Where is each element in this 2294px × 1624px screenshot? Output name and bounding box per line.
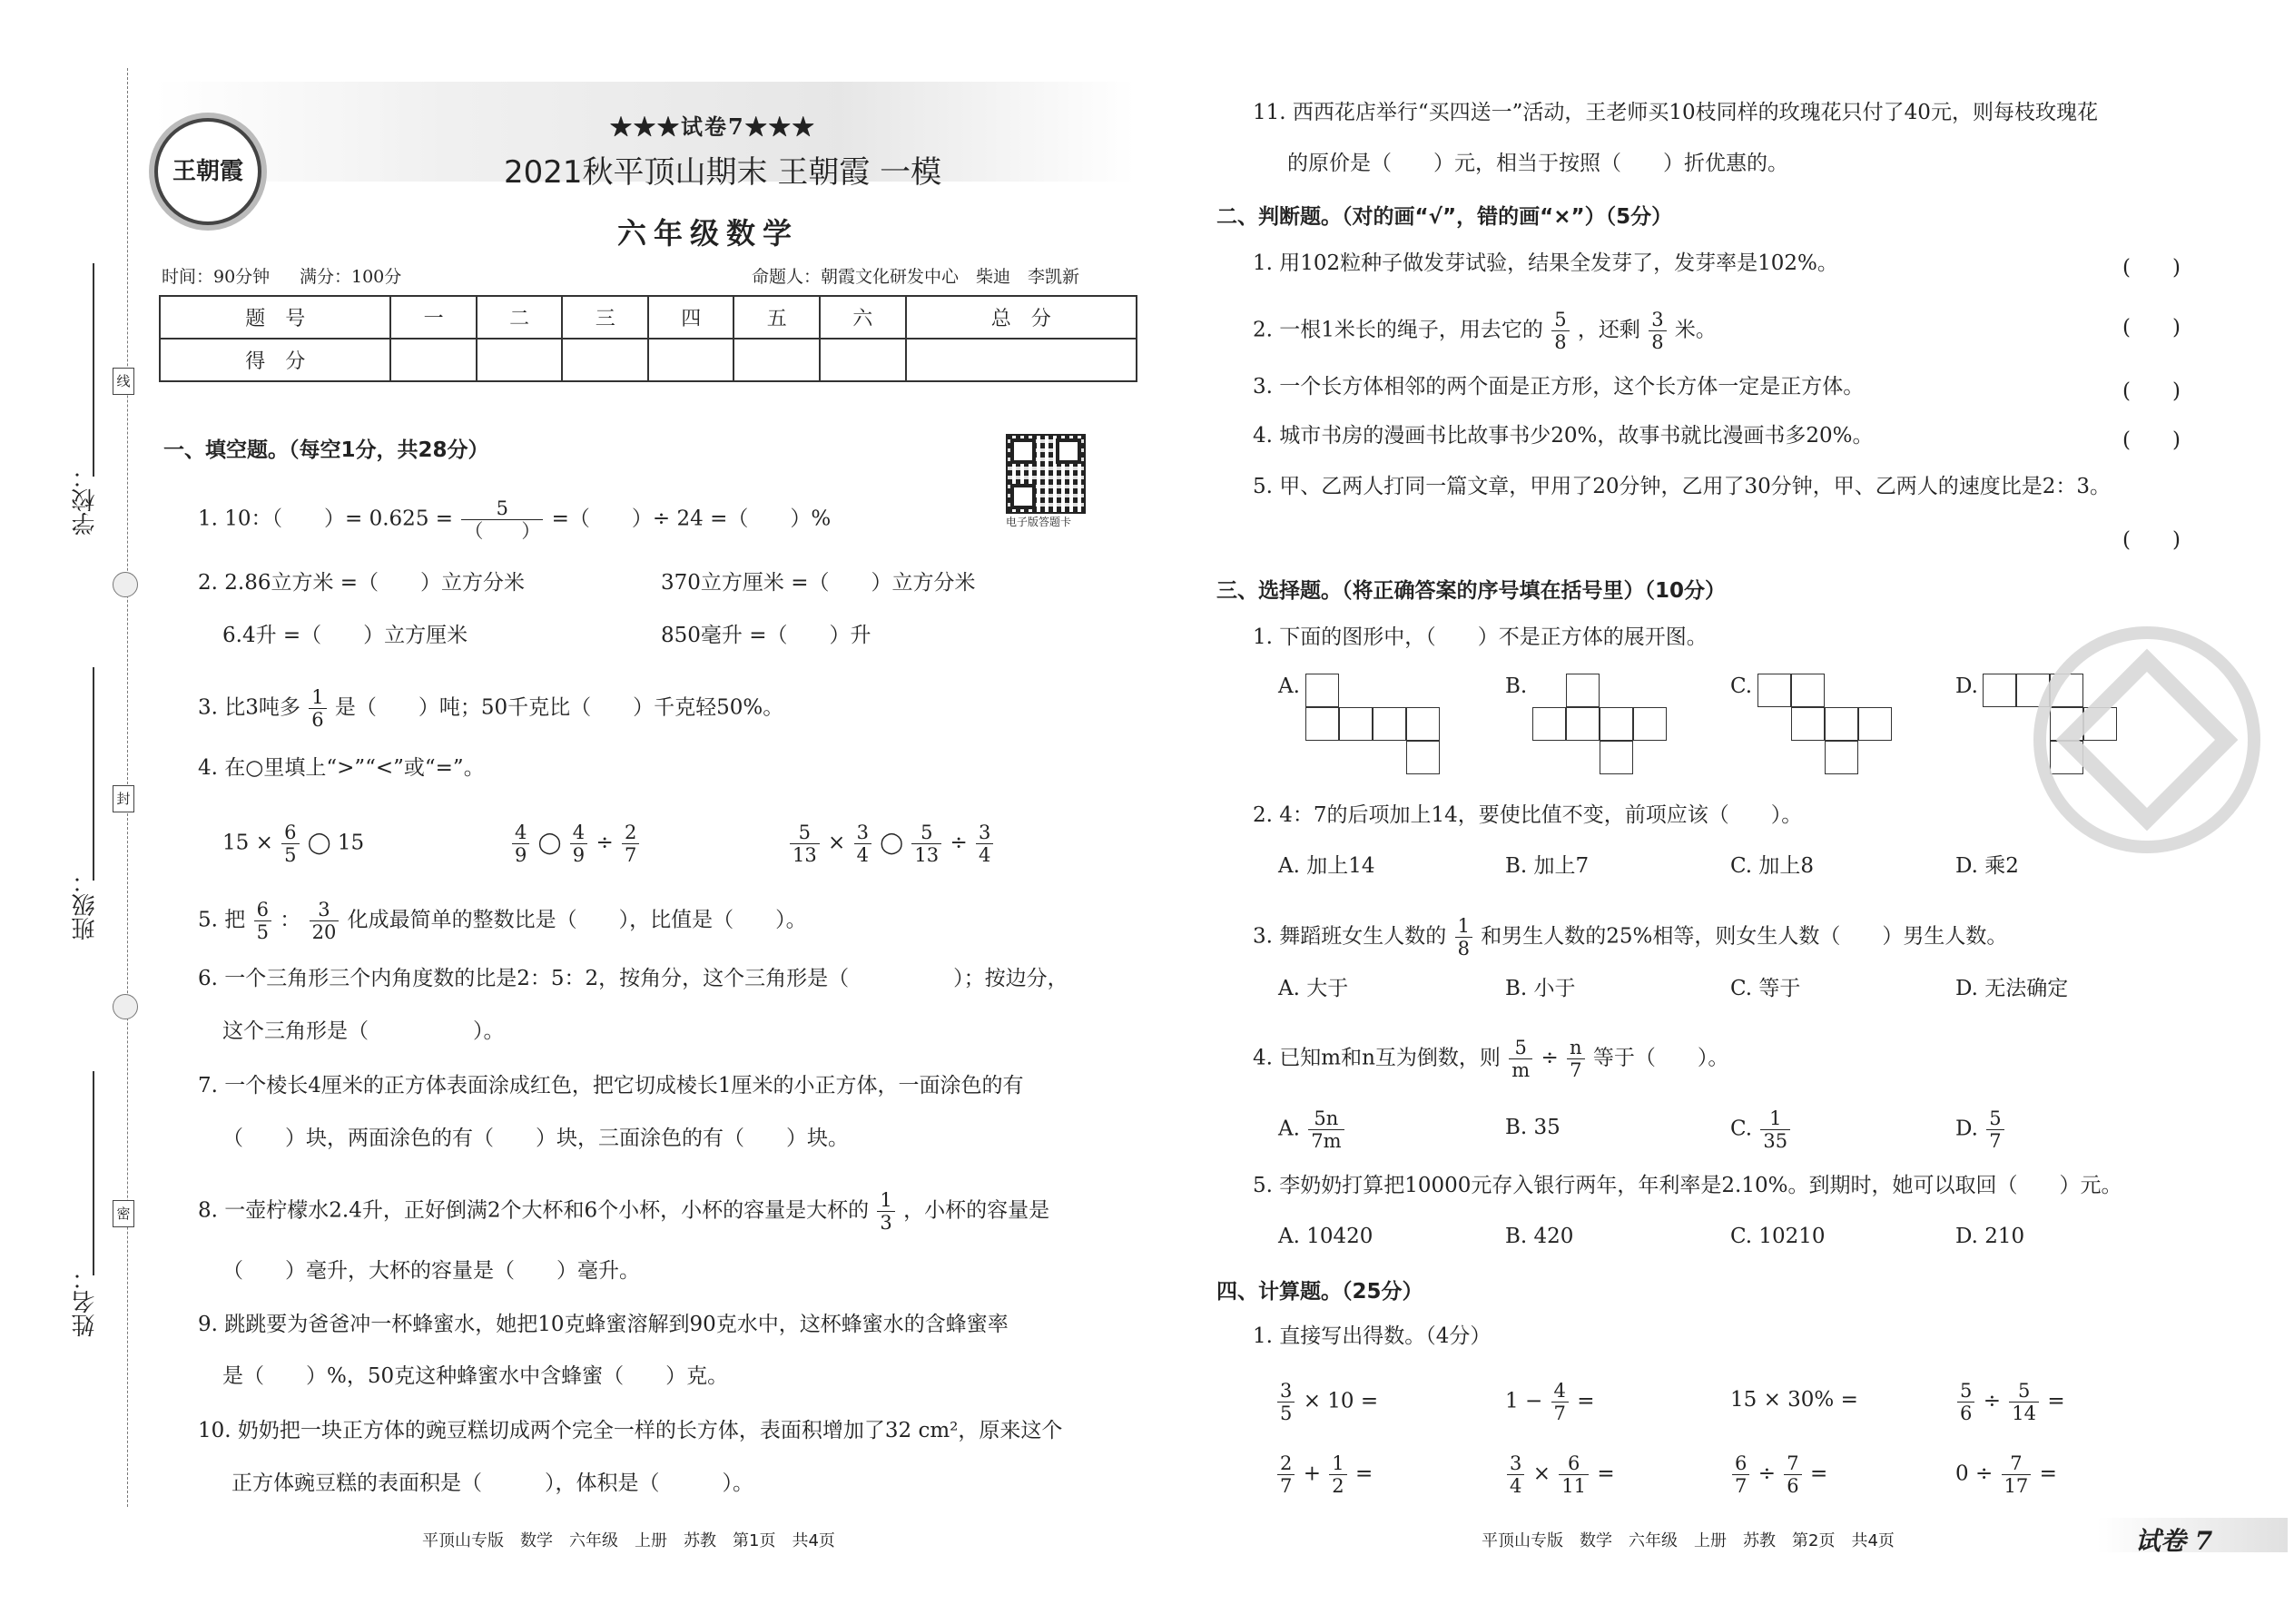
fraction: $\frac{5}{( )}$ bbox=[461, 497, 543, 542]
s3-question-2: 2. 4：7的后项加上14，要使比值不变，前项应该（ ）。 bbox=[1253, 803, 1803, 827]
calc-item[interactable]: $\frac{3}{5}$ × 10 = bbox=[1275, 1380, 1378, 1424]
s1-question-5: 5. 把 $\frac{6}{5}$ ： $\frac{3}{20}$ 化成最简单的整数比是（ ），比值是（ ）。 bbox=[198, 899, 807, 943]
score-table bbox=[159, 295, 1137, 382]
fraction: $\frac{2}{7}$ bbox=[622, 822, 639, 866]
option-d[interactable]: D. 210 bbox=[1955, 1225, 2025, 1248]
calc-item[interactable]: $\frac{5}{6}$ ÷ $\frac{5}{14}$ = bbox=[1955, 1380, 2065, 1424]
option-a-label: A. bbox=[1278, 674, 1300, 698]
fraction: $\frac{5n}{7m}$ bbox=[1308, 1107, 1344, 1152]
calc-item[interactable]: 0 ÷ $\frac{7}{17}$ = bbox=[1955, 1452, 2057, 1497]
option-c[interactable]: C. $\frac{1}{35}$ bbox=[1730, 1107, 1792, 1152]
s1-question-4: 4. 在○里填上“>”“<”或“=”。 bbox=[198, 756, 485, 780]
fraction: $\frac{3}{5}$ bbox=[1277, 1380, 1295, 1424]
s1-question-7b: （ ）块，两面涂色的有（ ）块，三面涂色的有（ ）块。 bbox=[222, 1127, 849, 1150]
fraction: $\frac{3}{4}$ bbox=[976, 822, 993, 866]
score-input-cell[interactable] bbox=[906, 339, 1137, 381]
s1-question-9b: 是（ ）%，50克这种蜂蜜水中含蜂蜜（ ）克。 bbox=[222, 1364, 729, 1388]
option-d[interactable]: D. 乘2 bbox=[1955, 854, 2019, 878]
fraction: $\frac{5}{8}$ bbox=[1551, 309, 1569, 353]
option-b[interactable]: B. 小于 bbox=[1505, 977, 1576, 1000]
fraction: $\frac{1}{2}$ bbox=[1329, 1452, 1346, 1497]
class-fill-line bbox=[93, 667, 94, 881]
calc-item[interactable]: 15 × 30% = bbox=[1730, 1388, 1858, 1412]
footer-right: 平顶山专版 数学 六年级 上册 苏教 第2页 共4页 bbox=[1482, 1531, 1895, 1550]
fraction: $\frac{6}{11}$ bbox=[1559, 1452, 1589, 1497]
fraction: $\frac{1}{6}$ bbox=[309, 686, 326, 731]
answer-paren[interactable]: ( ) bbox=[2122, 528, 2181, 552]
exam-authors: 命题人：朝霞文化研发中心 柴迪 李凯新 bbox=[752, 267, 1080, 287]
option-d[interactable]: D. 无法确定 bbox=[1955, 977, 2069, 1000]
fraction: $\frac{7}{17}$ bbox=[2002, 1452, 2032, 1497]
fraction: $\frac{5}{7}$ bbox=[1986, 1107, 2004, 1152]
s1-question-4c: $\frac{5}{13}$ × $\frac{3}{4}$ ◯ $\frac{5}{13}$ ÷ $\frac{3}{4}$ bbox=[788, 822, 995, 866]
fraction: $\frac{6}{7}$ bbox=[1732, 1452, 1749, 1497]
fraction: $\frac{3}{4}$ bbox=[1507, 1452, 1524, 1497]
score-cell: 三 bbox=[562, 296, 648, 339]
fraction: $\frac{6}{5}$ bbox=[281, 822, 299, 866]
brand-logo-text: 王朝霞 bbox=[172, 158, 243, 185]
fraction: $\frac{4}{7}$ bbox=[1551, 1380, 1569, 1424]
answer-paren[interactable]: ( ) bbox=[2122, 316, 2181, 340]
name-fill-line bbox=[93, 1071, 94, 1275]
s3-question-1: 1. 下面的图形中，（ ）不是正方体的展开图。 bbox=[1253, 625, 1708, 649]
s1-question-11b: 的原价是（ ）元，相当于按照（ ）折优惠的。 bbox=[1287, 152, 1788, 175]
option-a[interactable]: A. $\frac{5n}{7m}$ bbox=[1278, 1107, 1346, 1152]
fraction: $\frac{5}{13}$ bbox=[790, 822, 820, 866]
score-cell: 四 bbox=[648, 296, 734, 339]
footer-left: 平顶山专版 数学 六年级 上册 苏教 第1页 共4页 bbox=[422, 1531, 835, 1550]
fraction: $\frac{3}{8}$ bbox=[1649, 309, 1666, 353]
option-b[interactable]: B. 加上7 bbox=[1505, 854, 1590, 878]
binding-hole-icon bbox=[113, 994, 138, 1019]
score-input-cell[interactable] bbox=[733, 339, 820, 381]
fraction: $\frac{4}{9}$ bbox=[570, 822, 587, 866]
name-label: 姓名： bbox=[72, 1266, 99, 1337]
s1-question-2c: 6.4升 =（ ）立方厘米 bbox=[222, 624, 468, 647]
calc-item[interactable]: $\frac{3}{4}$ × $\frac{6}{11}$ = bbox=[1505, 1452, 1615, 1497]
s1-question-11a: 11. 西西花店举行“买四送一”活动，王老师买10枝同样的玫瑰花只付了40元，则每枝玫瑰花 bbox=[1253, 101, 2098, 124]
score-cell: 五 bbox=[733, 296, 820, 339]
fraction: $\frac{5}{m}$ bbox=[1509, 1037, 1532, 1081]
s2-question-3: 3. 一个长方体相邻的两个面是正方形，这个长方体一定是正方体。 bbox=[1253, 375, 1865, 399]
school-fill-line bbox=[93, 263, 94, 477]
qr-caption: 电子版答题卡 bbox=[1006, 516, 1072, 528]
s1-question-3: 3. 比3吨多 $\frac{1}{6}$ 是（ ）吨；50千克比（ ）千克轻50%。 bbox=[198, 686, 784, 731]
s1-question-8a: 8. 一壶柠檬水2.4升，正好倒满2个大杯和6个小杯，小杯的容量是大杯的 $\frac{1}{3}$ ，小杯的容量是 bbox=[198, 1189, 1050, 1234]
secret-seal-watermark-icon bbox=[2033, 626, 2260, 853]
s1-question-2d: 850毫升 =（ ）升 bbox=[661, 624, 871, 647]
fraction: $\frac{2}{7}$ bbox=[1277, 1452, 1295, 1497]
option-a[interactable]: A. 大于 bbox=[1278, 977, 1349, 1000]
option-c-label: C. bbox=[1730, 674, 1753, 698]
calc-item[interactable]: $\frac{6}{7}$ ÷ $\frac{7}{6}$ = bbox=[1730, 1452, 1827, 1497]
s1-question-10b: 正方体豌豆糕的表面积是（ ），体积是（ ）。 bbox=[231, 1471, 753, 1495]
option-b[interactable]: B. 420 bbox=[1505, 1225, 1574, 1248]
option-c[interactable]: C. 10210 bbox=[1730, 1225, 1826, 1248]
option-c[interactable]: C. 等于 bbox=[1730, 977, 1801, 1000]
section-1-title: 一、填空题。（每空1分，共28分） bbox=[163, 438, 489, 462]
fraction: $\frac{1}{35}$ bbox=[1760, 1107, 1790, 1152]
score-cell: 六 bbox=[820, 296, 906, 339]
s3-question-4: 4. 已知m和n互为倒数，则 $\frac{5}{m}$ ÷ $\frac{n}{7}$ 等于（ ）。 bbox=[1253, 1037, 1729, 1081]
s1-question-2b: 370立方厘米 =（ ）立方分米 bbox=[661, 571, 976, 595]
score-cell: 二 bbox=[477, 296, 563, 339]
fraction: $\frac{7}{6}$ bbox=[1784, 1452, 1801, 1497]
subject-title: 六年级数学 bbox=[617, 216, 800, 251]
s3-question-3: 3. 舞蹈班女生人数的 $\frac{1}{8}$ 和男生人数的25%相等，则女生人数（ ）男生人数。 bbox=[1253, 915, 2008, 960]
exam-number-stars: ★★★试卷7★★★ bbox=[610, 113, 816, 140]
option-d-label: D. bbox=[1955, 674, 1978, 698]
s1-question-6a: 6. 一个三角形三个内角度数的比是2：5：2，按角分，这个三角形是（ ）；按边分， bbox=[198, 967, 1068, 990]
score-cell: 题 号 bbox=[160, 296, 390, 339]
score-input-cell[interactable] bbox=[477, 339, 563, 381]
answer-paren[interactable]: ( ) bbox=[2122, 256, 2181, 280]
s1-question-2a: 2. 2.86立方米 =（ ）立方分米 bbox=[198, 571, 526, 595]
seal-mark-secret: 密 bbox=[113, 1200, 134, 1227]
calc-item[interactable]: $\frac{2}{7}$ + $\frac{1}{2}$ = bbox=[1275, 1452, 1373, 1497]
s2-question-2: 2. 一根1米长的绳子，用去它的 $\frac{5}{8}$ ，还剩 $\frac{3}{8}$ 米。 bbox=[1253, 309, 1717, 353]
s3-question-5: 5. 李奶奶打算把10000元存入银行两年，年利率是2.10%。到期时，她可以取回（ ）元。 bbox=[1253, 1174, 2122, 1197]
s4-question-1: 1. 直接写出得数。（4分） bbox=[1253, 1324, 1492, 1348]
fraction: $\frac{5}{13}$ bbox=[911, 822, 941, 866]
answer-paren[interactable]: ( ) bbox=[2122, 428, 2181, 452]
s1-question-4b: $\frac{4}{9}$ ◯ $\frac{4}{9}$ ÷ $\frac{2}{7}$ bbox=[510, 822, 641, 866]
binding-hole-icon bbox=[113, 572, 138, 597]
qr-code-icon[interactable] bbox=[1006, 434, 1086, 514]
score-input-cell[interactable] bbox=[390, 339, 477, 381]
s1-question-9a: 9. 跳跳要为爸爸冲一杯蜂蜜水，她把10克蜂蜜溶解到90克水中，这杯蜂蜜水的含蜂蜜率 bbox=[198, 1313, 1009, 1336]
fraction: $\frac{3}{20}$ bbox=[310, 899, 340, 943]
answer-paren[interactable]: ( ) bbox=[2122, 379, 2181, 403]
s2-question-5: 5. 甲、乙两人打同一篇文章，甲用了20分钟，乙用了30分钟，甲、乙两人的速度比是2：3。 bbox=[1253, 475, 2112, 498]
score-input-cell[interactable] bbox=[648, 339, 734, 381]
score-cell: 一 bbox=[390, 296, 477, 339]
s1-question-7a: 7. 一个棱长4厘米的正方体表面涂成红色，把它切成棱长1厘米的小正方体，一面涂色的有 bbox=[198, 1074, 1024, 1097]
s1-question-10a: 10. 奶奶把一块正方体的豌豆糕切成两个完全一样的长方体，表面积增加了32 cm²，原来这个 bbox=[198, 1419, 1063, 1442]
fraction: $\frac{n}{7}$ bbox=[1567, 1037, 1585, 1081]
s1-question-4a: 15 × $\frac{6}{5}$ ◯ 15 bbox=[222, 822, 365, 866]
calc-item[interactable]: 1 − $\frac{4}{7}$ = bbox=[1505, 1380, 1595, 1424]
score-input-cell[interactable] bbox=[820, 339, 906, 381]
section-2-title: 二、判断题。（对的画“√”，错的画“×”）（5分） bbox=[1216, 205, 1673, 229]
exam-time: 时间：90分钟 bbox=[162, 267, 271, 287]
option-a[interactable]: A. 10420 bbox=[1278, 1225, 1373, 1248]
fraction: $\frac{5}{14}$ bbox=[2009, 1380, 2039, 1424]
score-input-cell[interactable] bbox=[562, 339, 648, 381]
fraction: $\frac{1}{8}$ bbox=[1455, 915, 1472, 960]
class-label: 班级： bbox=[72, 870, 99, 940]
fraction: $\frac{6}{5}$ bbox=[254, 899, 271, 943]
brand-logo-icon bbox=[154, 118, 261, 225]
school-label: 学校： bbox=[72, 465, 99, 536]
option-d[interactable]: D. $\frac{5}{7}$ bbox=[1955, 1107, 2006, 1152]
fraction: $\frac{5}{6}$ bbox=[1957, 1380, 1974, 1424]
option-a[interactable]: A. 加上14 bbox=[1278, 854, 1375, 878]
fraction: $\frac{4}{9}$ bbox=[512, 822, 529, 866]
section-3-title: 三、选择题。（将正确答案的序号填在括号里）（10分） bbox=[1216, 579, 1727, 603]
section-4-title: 四、计算题。（25分） bbox=[1216, 1280, 1423, 1304]
score-table-header-row bbox=[160, 296, 1137, 339]
option-b[interactable]: B. 35 bbox=[1505, 1116, 1561, 1139]
exam-title: 2021秋平顶山期末 王朝霞 一模 bbox=[504, 154, 942, 191]
s2-question-4: 4. 城市书房的漫画书比故事书少20%，故事书就比漫画书多20%。 bbox=[1253, 424, 1874, 448]
seal-mark-seal: 封 bbox=[113, 785, 134, 812]
fraction: $\frac{3}{4}$ bbox=[854, 822, 871, 866]
score-table-score-row bbox=[160, 339, 1137, 381]
option-c[interactable]: C. 加上8 bbox=[1730, 854, 1815, 878]
option-b-label: B. bbox=[1505, 674, 1528, 698]
score-cell: 得 分 bbox=[160, 339, 390, 381]
s1-question-6b: 这个三角形是（ ）。 bbox=[222, 1019, 505, 1043]
s1-question-1: 1. 10：（ ）= 0.625 = $\frac{5}{( )}$ =（ ）÷ 24 =（ ）% bbox=[198, 497, 832, 542]
s2-question-1: 1. 用102粒种子做发芽试验，结果全发芽了，发芽率是102%。 bbox=[1253, 251, 1838, 275]
s1-question-8b: （ ）毫升，大杯的容量是（ ）毫升。 bbox=[222, 1259, 640, 1283]
fraction: $\frac{1}{3}$ bbox=[877, 1189, 894, 1234]
score-cell: 总 分 bbox=[906, 296, 1137, 339]
seal-mark-line: 线 bbox=[113, 368, 134, 395]
exam-full-score: 满分：100分 bbox=[300, 267, 402, 287]
footer-exam-tag: 试卷 7 bbox=[2135, 1526, 2213, 1556]
